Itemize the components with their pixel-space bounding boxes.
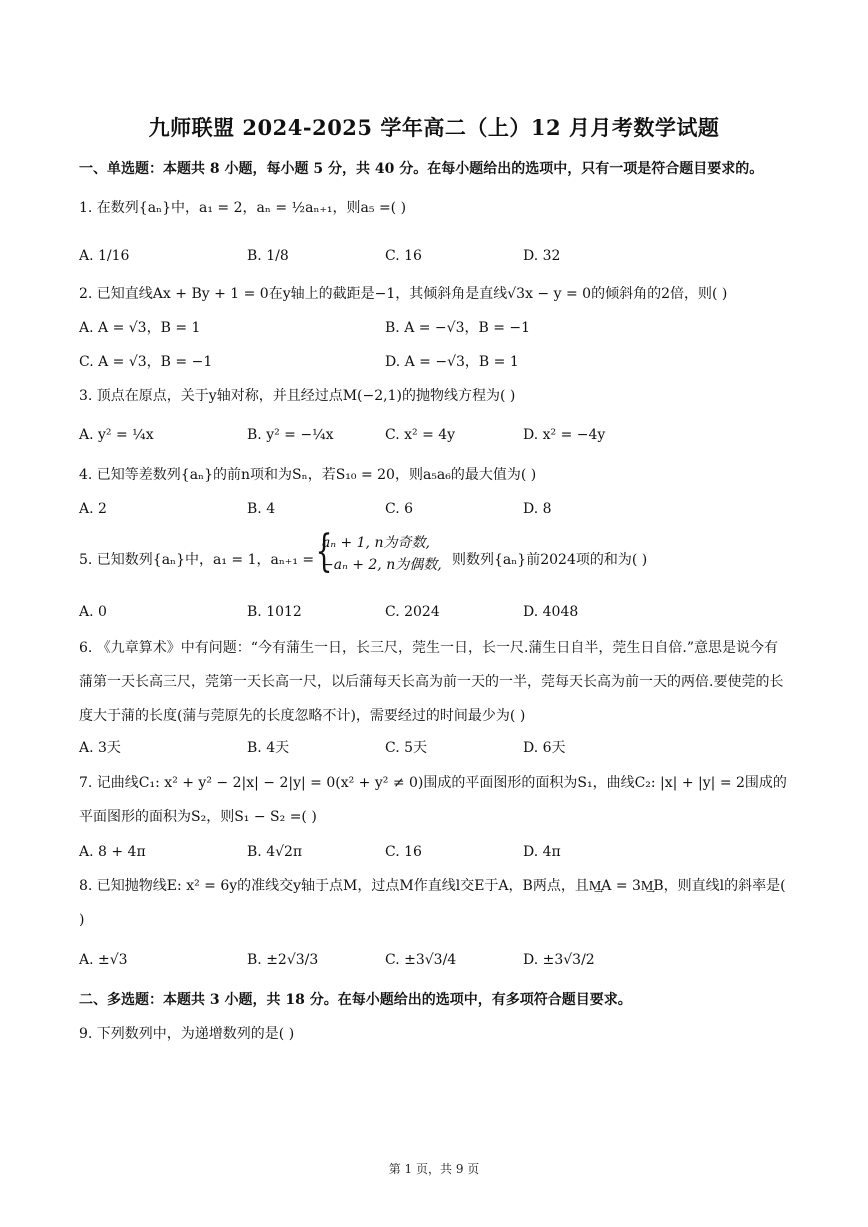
option-b: B. 4√2π	[247, 844, 303, 860]
question-8-stem: 8. 已知抛物线E: x² = 6y的准线交y轴于点M，过点M作直线l交E于A，B两点，且M͢A = 3M͢B，则直线l的斜率是( )	[79, 878, 786, 928]
option-d: D. 8	[523, 501, 552, 517]
question-2-stem: 2. 已知直线Ax + By + 1 = 0在y轴上的截距是−1，其倾斜角是直线√3x − y = 0的倾斜角的2倍，则( )	[79, 286, 728, 302]
option-b: B. 4	[247, 501, 276, 517]
question-8-options	[79, 947, 789, 973]
section-heading-multiple-choice: 二、多选题：本题共 3 小题，共 18 分。在每小题给出的选项中，有多项符合题目要求。	[79, 992, 632, 1008]
option-d: D. 32	[523, 248, 561, 264]
option-d: D. ±3√3/2	[523, 952, 595, 968]
option-c: C. 16	[385, 248, 422, 264]
question-4-options	[79, 496, 789, 522]
question-1-options	[79, 243, 789, 269]
question-5-options	[79, 599, 789, 625]
question-5-stem-post: 则数列{aₙ}前2024项的和为( )	[452, 552, 648, 568]
question-5-stem-pre: 5. 已知数列{aₙ}中，a₁ = 1，aₙ₊₁ =	[79, 552, 315, 568]
option-a: A. ±√3	[79, 952, 128, 968]
option-b: B. 4天	[247, 740, 290, 756]
page-footer: 第 1 页，共 9 页	[388, 1162, 480, 1176]
option-d: D. 4048	[523, 604, 579, 620]
question-6-options	[79, 735, 789, 761]
question-1-stem: 1. 在数列{aₙ}中，a₁ = 2，aₙ = ½aₙ₊₁，则a₅ =( )	[79, 200, 407, 216]
option-b: B. 1012	[247, 604, 302, 620]
piecewise-cases	[322, 532, 442, 576]
page-title: 九师联盟 2024-2025 学年高二（上）12 月月考数学试题	[148, 115, 720, 140]
option-a: A. 2	[79, 501, 107, 517]
piecewise-case-odd: aₙ + 1, n为奇数,	[322, 535, 430, 551]
option-a: A. 3天	[79, 740, 121, 756]
option-a: A. 0	[79, 604, 107, 620]
piecewise-brace: {	[315, 526, 333, 577]
question-6-stem: 6. 《九章算术》中有问题：“今有蒲生一日，长三尺，莞生一日，长一尺.蒲生日自半，莞生日自倍.”意思是说今有蒲第一天长高三尺，莞第一天长高一尺，以后蒲每天长高为前一天的一半，莞每天长高为前一天的两倍.要使莞的长度大于蒲的长度(蒲与莞原先的长度忽略不计)，需要经过的时间最少为( )	[79, 640, 784, 724]
question-2-options-row2	[79, 349, 789, 375]
option-c: C. 6	[385, 501, 414, 517]
option-d: D. 6天	[523, 740, 566, 756]
piecewise-case-even: −aₙ + 2, n为偶数,	[322, 557, 442, 573]
option-a: A. y² = ¼x	[79, 427, 154, 443]
option-a: A. 8 + 4π	[79, 844, 146, 860]
option-c: C. A = √3，B = −1	[79, 354, 213, 370]
question-3-stem: 3. 顶点在原点，关于y轴对称，并且经过点M(−2,1)的抛物线方程为( )	[79, 388, 516, 404]
option-d: D. 4π	[523, 844, 561, 860]
option-b: B. y² = −¼x	[247, 427, 334, 443]
option-c: C. 2024	[385, 604, 440, 620]
option-d: D. A = −√3，B = 1	[385, 354, 519, 370]
question-9-stem: 9. 下列数列中，为递增数列的是( )	[79, 1026, 295, 1042]
option-c: C. x² = 4y	[385, 427, 456, 443]
question-4-stem: 4. 已知等差数列{aₙ}的前n项和为Sₙ，若S₁₀ = 20，则a₅a₆的最大值为( )	[79, 467, 537, 483]
option-a: A. 1/16	[79, 248, 130, 264]
question-7-stem: 7. 记曲线C₁: x² + y² − 2|x| − 2|y| = 0(x² + y² ≠ 0)围成的平面图形的面积为S₁，曲线C₂: |x| + |y| = 2围成的平面图形的面积为S₂，则S₁ − S₂ =( )	[79, 775, 787, 825]
section-heading-single-choice: 一、单选题：本题共 8 小题，每小题 5 分，共 40 分。在每小题给出的选项中，只有一项是符合题目要求的。	[79, 161, 764, 177]
question-3-options	[79, 422, 789, 448]
option-a: A. A = √3，B = 1	[79, 320, 201, 336]
question-2-options-row1	[79, 315, 789, 341]
question-7-options	[79, 839, 789, 865]
option-c: C. 16	[385, 844, 422, 860]
option-b: B. A = −√3，B = −1	[385, 320, 531, 336]
option-b: B. ±2√3/3	[247, 952, 319, 968]
option-d: D. x² = −4y	[523, 427, 606, 443]
option-b: B. 1/8	[247, 248, 289, 264]
option-c: C. ±3√3/4	[385, 952, 457, 968]
option-c: C. 5天	[385, 740, 428, 756]
